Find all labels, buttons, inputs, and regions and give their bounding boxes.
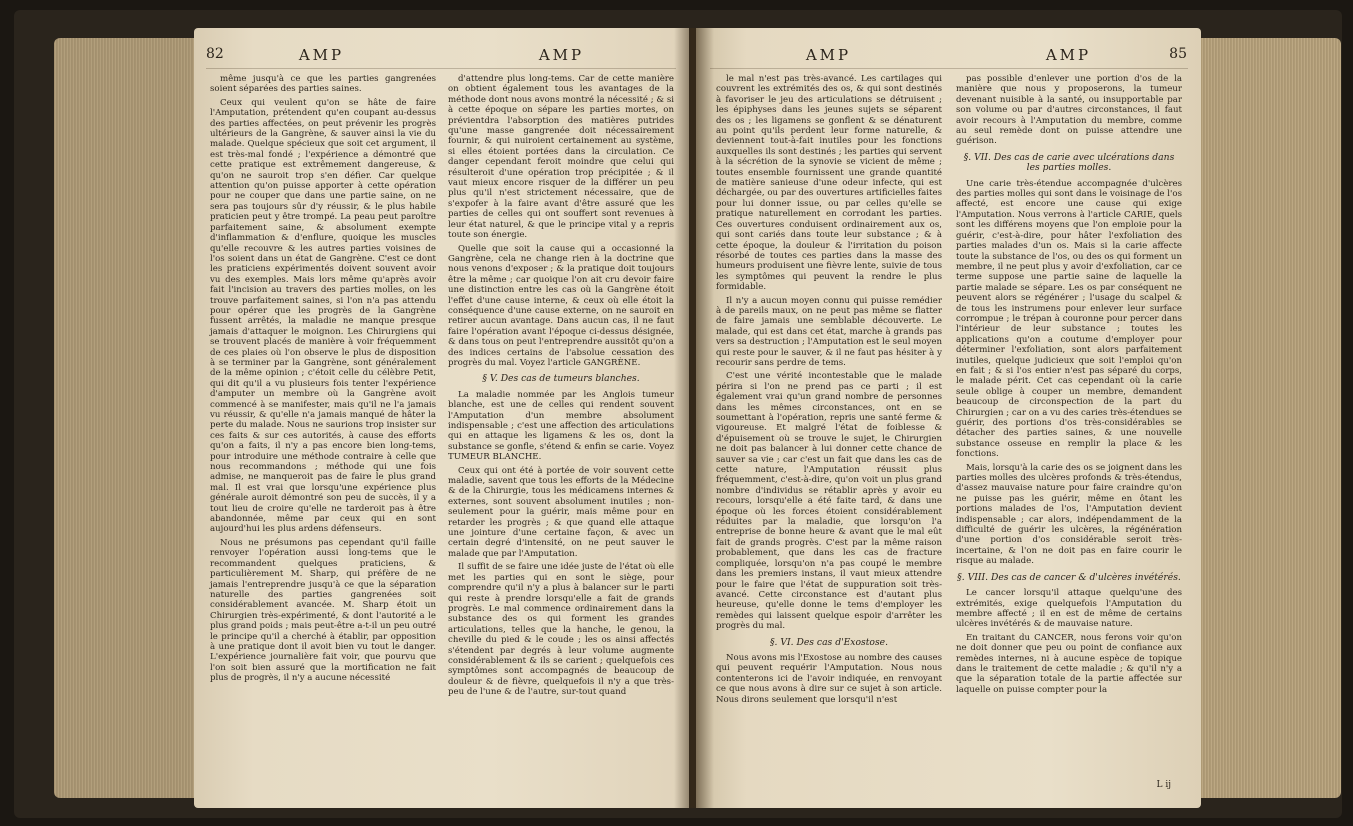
right-head-col2: AMP xyxy=(1045,46,1092,64)
paragraph: Mais, lorsqu'à la carie des os se joignent dans les parties molles des ulcères profonds & très-étendus, d'assez mauvaise nature pour faire craindre qu'on ne puisse pas les guérir, même en ôtant les portions malades de l'os, l'Amputation devient indispensable ; car alors, indépendamment de la difficulté de guérir les ulcères, la régénération d'une portion d'os considérable seroit très-incertaine, & l'on ne doit pas en faire courir le risque au malade. xyxy=(956,462,1182,567)
signature-mark: L ij xyxy=(1156,780,1171,790)
paragraph: Nous avons mis l'Exostose au nombre des causes qui peuvent requérir l'Amputation. Nous nous contenterons ici de l'avoir indiquée, en renvoyant ce que nous avons à dire sur ce sujet à son article. Nous dirons seulement que lorsqu'il n'est xyxy=(716,652,942,705)
right-column-1 xyxy=(716,74,942,708)
left-column-2 xyxy=(448,74,674,701)
right-page xyxy=(696,28,1201,808)
book-spread xyxy=(14,10,1342,818)
paragraph: le mal n'est pas très-avancé. Les cartilages qui couvrent les extrémités des os, & qui sont destinés à favoriser le jeu des articulations se détruisent ; les épiphyses dans les jeunes sujets se séparent des os ; les ligamens se gonflent & se dénaturent au point qu'ils perdent leur forme naturelle, & deviennent tout-à-fait inutiles pour les fonctions auxquelles ils sont destinés ; les parties qui servent à la sécrétion de la synovie se vicient de même ; toutes ensemble fournissent une grande quantité de matière sanieuse d'une odeur infecte, qui est déchargée, ou par des ouvertures artificielles faites pour lui donner issue, ou par celles qu'elle se pratique naturellement en corrodant les parties. Ces ouvertures conduisent ordinairement aux os, qui sont cariés dans toute leur substance ; & à cette époque, la douleur & l'irritation du poison résorbé de toutes ces parties dans la masse des humeurs produisent une fièvre lente, suivie de tous les symptômes qui peuvent la rendre le plus formidable. xyxy=(716,74,942,293)
paragraph: Quelle que soit la cause qui a occasionné la Gangrène, cela ne change rien à la doctrine que nous venons d'exposer ; & la pratique doit toujours être la même ; car quoique l'on ait cru devoir faire une distinction entre les cas où la Gangrène étoit l'effet d'une cause interne, & ceux où elle étoit la conséquence d'une cause externe, on ne sauroit en retirer aucun avantage. Dans aucun cas, il ne faut faire l'opération avant l'époque ci-dessus désignée, & dans tous on peut l'entreprendre aussitôt qu'on a des indices certains de l'absolue cessation des progrès du mal. Voyez l'article GANGRÈNE. xyxy=(448,243,674,368)
left-column-1 xyxy=(210,74,436,687)
paragraph: Le cancer lorsqu'il attaque quelqu'une des extrémités, exige quelquefois l'Amputation du membre affecté ; il en est de même de certains ulcères invétérés & de mauvaise nature. xyxy=(956,588,1182,630)
paragraph: C'est une vérité incontestable que le malade périra si l'on ne prend pas ce parti ; il est également vrai qu'un grand nombre de personnes dans les mêmes circonstances, ont en se soumettant à l'opération, repris une santé ferme & vigoureuse. Et malgré l'état de foiblesse & d'épuisement où se trouve le sujet, le Chirurgien ne doit pas balancer à lui donner cette chance de sauver sa vie ; car c'est un fait que dans les cas de cette nature, l'Amputation réussit plus fréquemment, c'est-à-dire, qu'on voit un plus grand nombre d'individus se rétablir après y avoir eu recours, lorsqu'elle a été faite tard, & dans une époque où les forces étoient considérablement réduites par la maladie, que lorsqu'on l'a entreprise de bonne heure & avant que le mal eût fait de grands progrès. C'est par la même raison probablement, que dans les cas de fracture compliquée, lorsqu'on n'a pas coupé le membre dans les premiers instans, il vaut mieux attendre pour le faire que l'état de suppuration soit très-avancé. Cette circonstance est d'autant plus heureuse, qu'elle donne le tems d'employer les remèdes qui laissent quelque espoir d'arrêter les progrès du mal. xyxy=(716,371,942,632)
section-heading: § V. Des cas de tumeurs blanches. xyxy=(482,373,640,385)
left-head-col2: AMP xyxy=(538,46,585,64)
right-page-number: 85 xyxy=(1169,46,1187,62)
left-head-rule xyxy=(206,68,676,69)
paragraph: d'attendre plus long-tems. Car de cette manière on obtient également tous les avantages de la méthode dont nous avons montré la nécessité ; & si à cette époque on sépare les parties mortes, on prévientdra l'absorption des matières putrides qu'une masse gangrenée doit nécessairement fournir, & qui nuiroient certainement au système, si elles étoient portées dans la circulation. Ce danger cependant feroit moindre que celui qui résulteroit d'une opération trop précipitée ; & il vaut mieux encore risquer de la différer un peu plus qu'il n'est strictement nécessaire, que de s'expofer à la faire avant d'être assuré que les parties de celles qui ont souffert sont revenues à leur état naturel, & que le principe vital y a repris toute son énergie. xyxy=(448,74,674,241)
paragraph: Il suffit de se faire une idée juste de l'état où elle met les parties qui en sont le siège, pour comprendre qu'il n'y a plus à balancer sur le parti qui reste à prendre lorsqu'elle a fait de grands progrès. Le mal commence ordinairement dans la substance des os qui forment les grandes articulations, telles que la hanche, le genou, la cheville du pied & le coude ; les os ainsi affectés s'étendent par degrés à leur volume augmente considérablement & ils se carient ; quelquefois ces symptômes sont accompagnés de beaucoup de douleur & de fièvre, quelquefois il n'y a que très-peu de l'une & de l'autre, sur-tout quand xyxy=(448,562,674,698)
section-heading: §. VI. Des cas d'Exostose. xyxy=(769,636,889,648)
left-head-col1: AMP xyxy=(298,46,345,64)
left-running-head xyxy=(194,46,689,66)
paragraph: Ceux qui ont été à portée de voir souvent cette maladie, savent que tous les efforts de la Médecine & de la Chirurgie, tous les médicamens internes & externes, sont souvent absolument inutiles ; non-seulement pour la guérir, mais même pour en retarder les progrès ; & que quand elle attaque une jointure d'une certaine façon, & avec un certain degré d'intensité, on ne peut sauver le malade que par l'Amputation. xyxy=(448,465,674,559)
paragraph: En traitant du CANCER, nous ferons voir qu'on ne doit donner que peu ou point de confiance aux remèdes internes, ni à aucune espèce de topique dans le traitement de cette maladie ; & qu'il n'y a que la séparation totale de la partie affectée sur laquelle on puisse compter pour la xyxy=(956,632,1182,695)
right-column-2 xyxy=(956,74,1182,698)
section-heading: §. VIII. Des cas de cancer & d'ulcères invétérés. xyxy=(957,571,1181,583)
paragraph: Une carie très-étendue accompagnée d'ulcères des parties molles qui sont dans le voisinage de l'os affecté, est encore une cause qui exige l'Amputation. Nous verrons à l'article CARIE, quels sont les différens moyens que l'on emploie pour la guérir, c'est-à-dire, pour hâter l'exfoliation des parties malades d'un os. Mais si la carie affecte toute la substance de l'os, ou des os qui forment un membre, il ne peut plus y avoir d'exfoliation, car ce terme suppose une partie saine de laquelle la partie malade se sépare. Les os par conséquent ne peuvent alors se régénérer ; l'usage du scalpel & de tous les instrumens pour enlever leur surface corrompue ; le trépan à couronne pour percer dans l'intérieur de leur substance ; toutes les applications qu'on a coutume d'employer pour déterminer l'exfoliation, sont alors parfaitement inutiles, quelque judicieux que soit l'emploi qu'on en fait ; & si l'os entier n'est pas séparé du corps, le malade périt. Cet cas cependant où la carie seule oblige à couper un membre, demandent beaucoup de circonspection de la part du Chirurgien ; car on a vu des caries très-étendues se guérir, des portions d'os très-considérables se détacher des parties saines, & une nouvelle substance osseuse en remplir la place & les fonctions. xyxy=(956,178,1182,460)
paragraph: Ceux qui veulent qu'on se hâte de faire l'Amputation, prétendent qu'en coupant au-dessus des parties affectées, on peut prévenir les progrès ultérieurs de la Gangrène, & sauver ainsi la vie du malade. Quelque spécieux que soit cet argument, il est très-mal fondé ; l'expérience a démontré que cette pratique est extrêmement dangereuse, & qu'on ne sauroit trop s'en défier. Car quelque attention qu'on puisse apporter à cette opération pour ne couper que dans une partie saine, on ne sera pas toujours sûr d'y réussir, & le plus habile praticien peut y être trompé. La peau peut paroître parfaitement saine, & absolument exempte d'inflammation & d'enflure, quoique les muscles qu'elle recouvre & les autres parties voisines de l'os soient dans un état de Gangrène. C'est ce dont les praticiens expérimentés doivent souvent avoir vu des exemples. Mais lors même qu'après avoir fait l'incision au travers des parties molles, on les trouve parfaitement saines, si l'on n'a pas attendu pour opérer que les progrès de la Gangrène fussent arrêtés, la maladie ne manque presque jamais d'attaquer le moignon. Les Chirurgiens qui se trouvent placés de manière à voir fréquemment de ces plaies où l'on observe le plus de disposition à se terminer par la Gangrène, sont généralement de la même opinion ; c'étoit celle du célèbre Petit, qui dit qu'il a vu plusieurs fois tenter l'expérience d'amputer un membre où la Gangrène avoit commencé à se manifester, mais qu'il ne l'a jamais vu réussir, & qu'elle n'a jamais manqué de hâter la perte du malade. Nous ne saurions trop insister sur ces faits & sur ces autorités, à cause des efforts qu'on a faits, il n'y a pas encore bien long-tems, pour introduire une méthode contraire à celle que nous recommandons ; méthode qui une fois admise, ne manqueroit pas de faire le plus grand mal. Il est vrai que lorsqu'une expérience plus générale auroit démontré son peu de succès, il y a tout lieu de croire qu'elle ne tarderoit pas à être abandonnée, même par ceux qui en sont aujourd'hui les plus ardens défenseurs. xyxy=(210,97,436,535)
paragraph: La maladie nommée par les Anglois tumeur blanche, est une de celles qui rendent souvent l'Amputation d'un membre absolument indispensable ; c'est une affection des articulations qui en attaque les ligamens & les os, dont la substance se gonfle, s'étend & enfin se carie. Voyez TUMEUR BLANCHE. xyxy=(448,389,674,463)
paragraph: même jusqu'à ce que les parties gangrenées soient séparées des parties saines. xyxy=(210,74,436,95)
paragraph: Nous ne présumons pas cependant qu'il faille renvoyer l'opération aussi long-tems que le recommandent quelques praticiens, & particulièrement M. Sharp, qui préfère de ne jamais l'entreprendre jusqu'à ce que la séparation naturelle des parties gangrenées soit considérablement avancée. M. Sharp étoit un Chirurgien très-expérimenté, & dont l'autorité a le plus grand poids ; mais peut-être a-t-il un peu outré le principe qu'il a cherché à établir, par opposition à une pratique dont il avoit bien vu tout le danger. L'expérience journalière fait voir, que pourvu que l'on soit bien assuré que la mortification ne fait plus de progrès, il n'y a aucune nécessité xyxy=(210,537,436,684)
section-heading: §. VII. Des cas de carie avec ulcérations dans les parties molles. xyxy=(963,151,1175,174)
paragraph: pas possible d'enlever une portion d'os de la manière que nous y proposerons, la tumeur devenant nuisible à la santé, ou insupportable par son volume ou par d'autres circonstances, il faut avoir recours à l'Amputation du membre, comme au seul remède dont on puisse attendre une guérison. xyxy=(956,74,1182,147)
book-gutter xyxy=(674,28,714,808)
right-running-head xyxy=(696,46,1201,66)
left-page xyxy=(194,28,689,808)
page-edges-left xyxy=(54,38,194,798)
paragraph: Il n'y a aucun moyen connu qui puisse remédier à de pareils maux, on ne peut pas même se flatter de faire jamais une semblable découverte. Le malade, qui est dans cet état, marche à grands pas vers sa destruction ; l'Amputation est le seul moyen qui reste pour le sauver, & il ne faut pas hésiter à y recourir sans perdre de tems. xyxy=(716,295,942,368)
left-page-number: 82 xyxy=(206,46,224,62)
right-head-rule xyxy=(710,68,1188,69)
right-head-col1: AMP xyxy=(805,46,852,64)
page-edges-right xyxy=(1201,38,1341,798)
